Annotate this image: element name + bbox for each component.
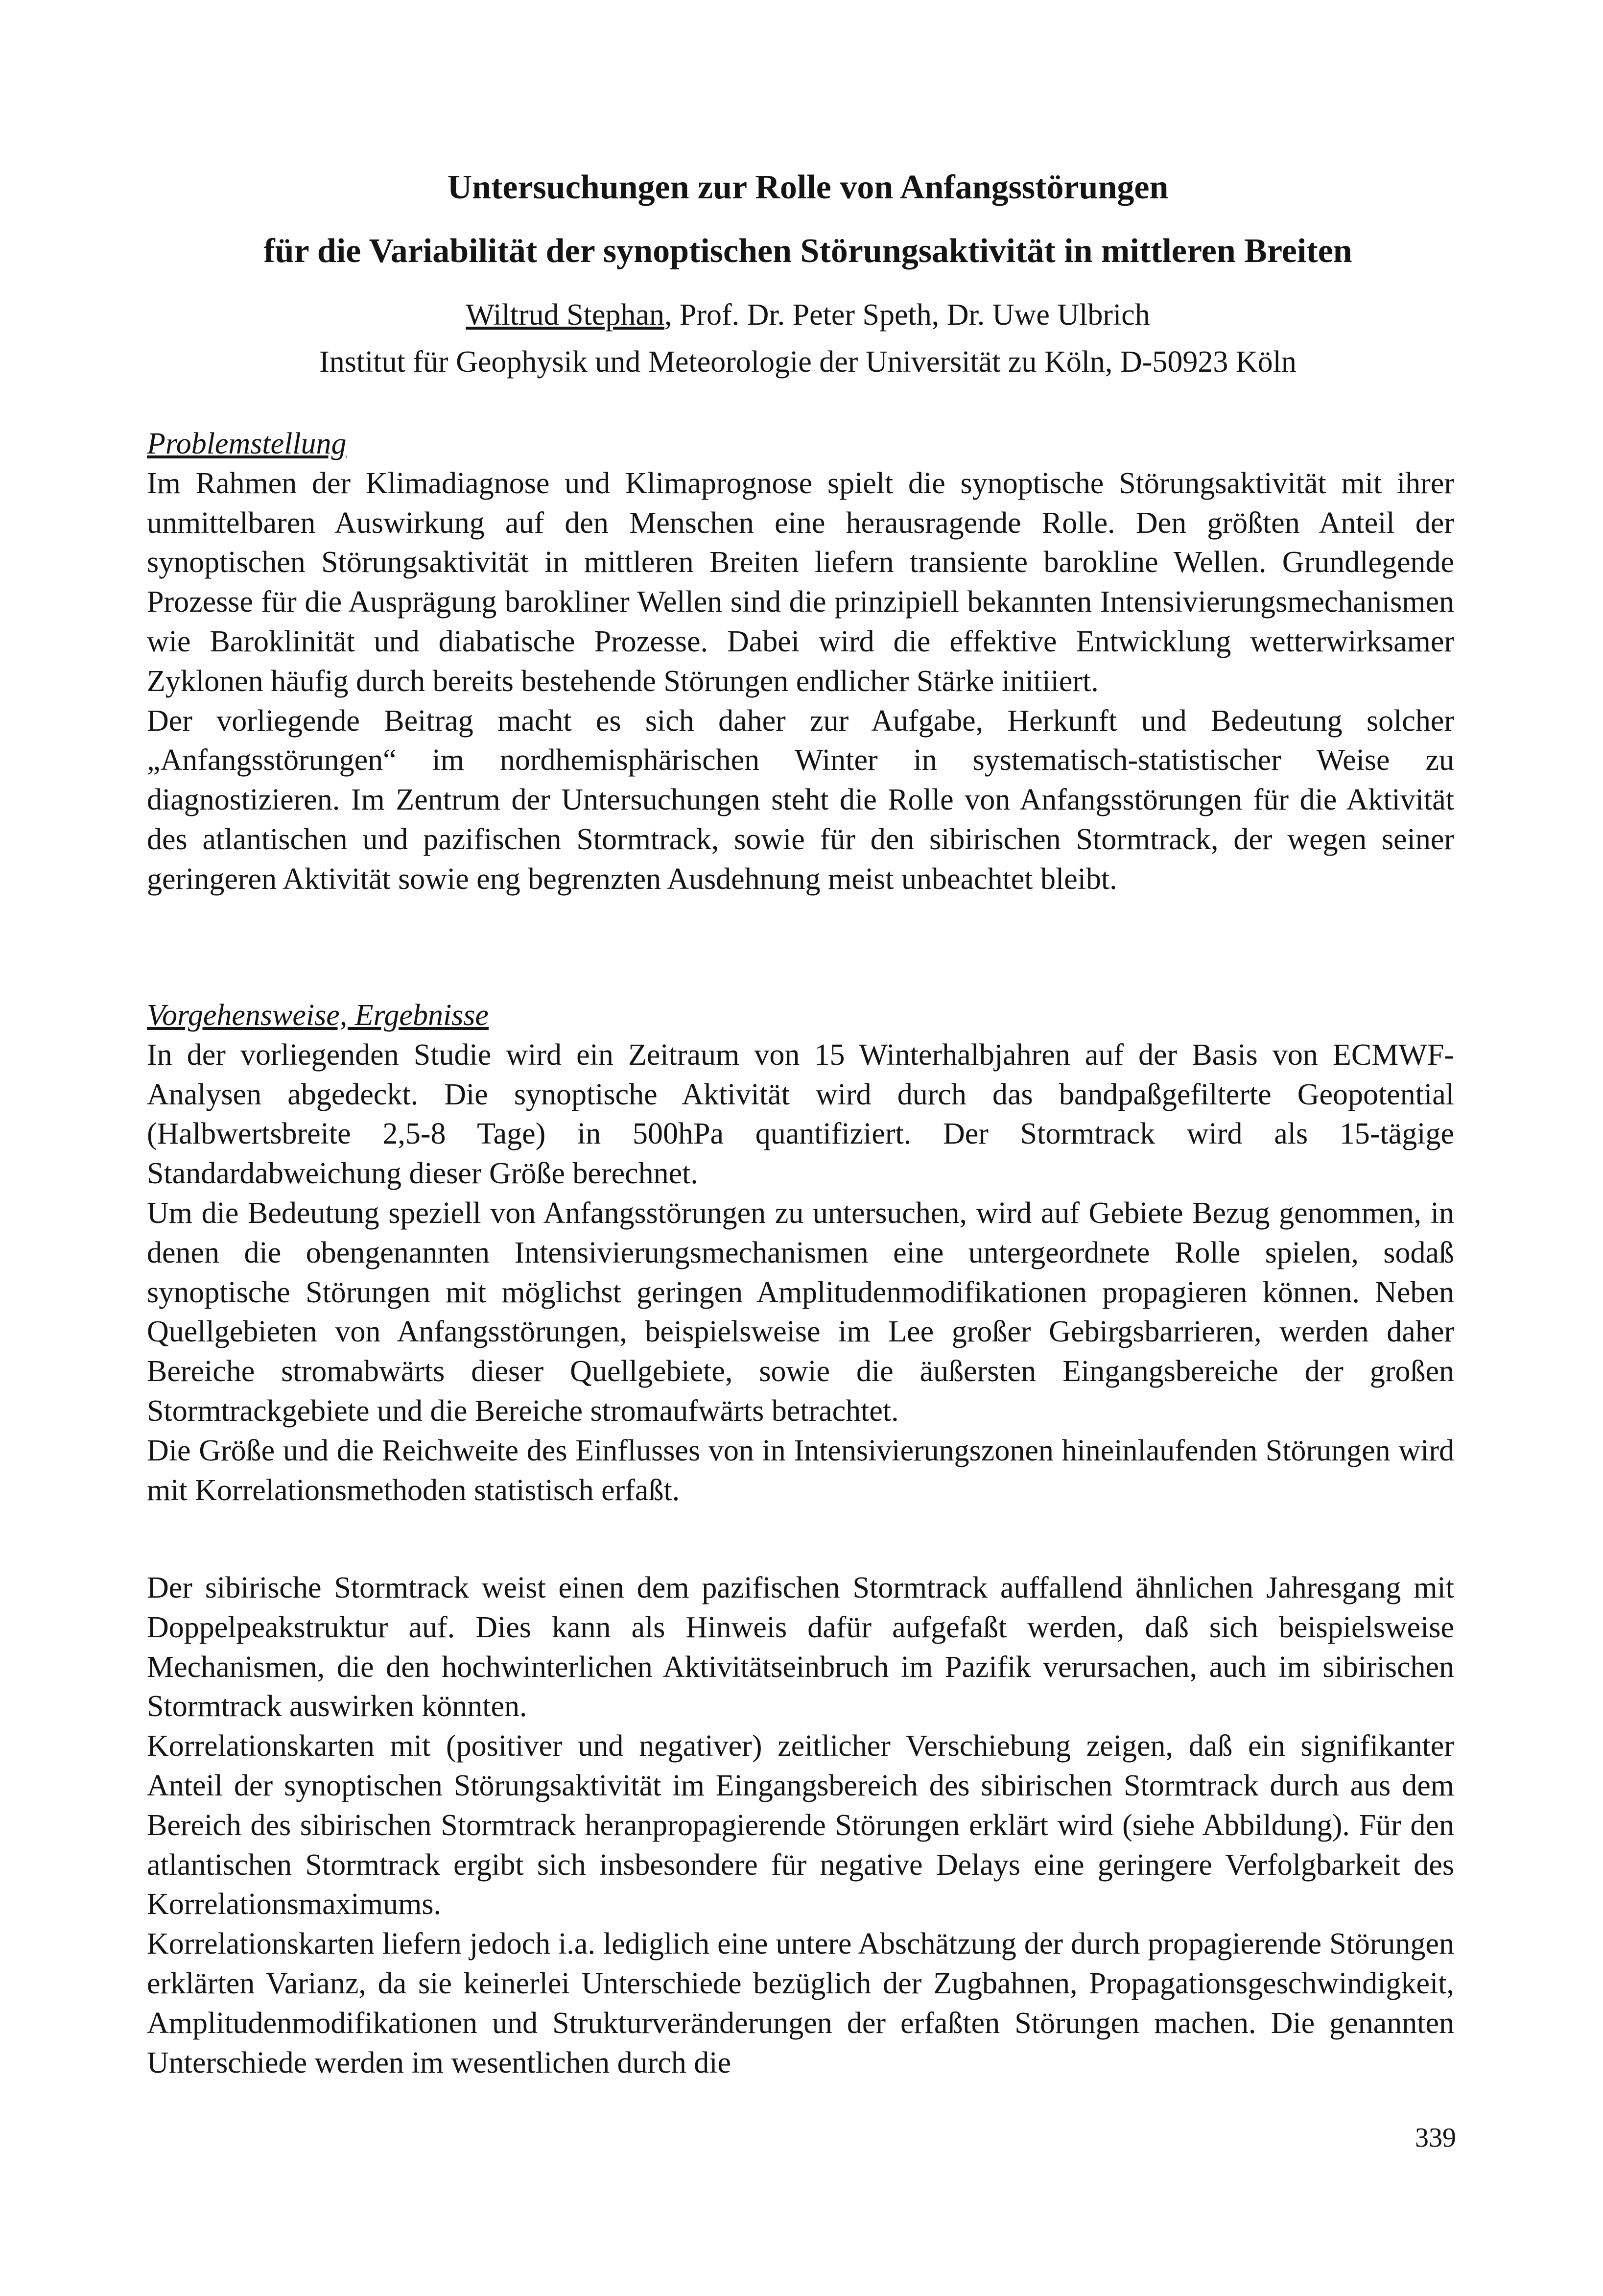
paragraph: Um die Bedeutung speziell von Anfangsstörungen zu untersuchen, wird auf Gebiete Bezug genommen, in denen die obengenannten Intensivierungsmechanismen eine untergeordnete Rolle spielen, sodaß synoptische Störungen mit möglichst geringen Amplitudenmodifikationen propagieren können. Neben Quellgebieten von Anfangsstörungen, beispielsweise im Lee großer Gebirgsbarrieren, werden daher Bereiche stromabwärts dieser Quellgebiete, sowie die äußersten Eingangsbereiche der großen Stormtrackgebiete und die Bereiche stromaufwärts betrachtet.	[147, 1196, 1454, 1428]
paragraph: Im Rahmen der Klimadiagnose und Klimaprognose spielt die synoptische Störungsaktivität mit ihrer unmittelbaren Auswirkung auf den Menschen eine herausragende Rolle. Den größten Anteil der synoptischen Störungsaktivität in mittleren Breiten liefern transiente barokline Wellen. Grundlegende Prozesse für die Ausprägung barokliner Wellen sind die prinzipiell bekannten Intensivierungsmechanismen wie Baroklinität und diabatische Prozesse. Dabei wird die effektive Entwicklung wetterwirksamer Zyklonen häufig durch bereits bestehende Störungen endlicher Stärke initiiert.	[147, 466, 1454, 698]
paragraph: Korrelationskarten mit (positiver und negativer) zeitlicher Verschiebung zeigen, daß ein signifikanter Anteil der synoptischen Störungsaktivität im Eingangsbereich des sibirischen Stormtrack durch aus dem Bereich des sibirischen Stormtrack heranpropagierende Störungen erklärt wird (siehe Abbildung). Für den atlantischen Stormtrack ergibt sich insbesondere für negative Delays eine geringere Verfolgbarkeit des Korrelationsmaximums.	[147, 1729, 1454, 1921]
title-line-1: Untersuchungen zur Rolle von Anfangsstörungen	[447, 168, 1169, 206]
section-heading: Vorgehensweise, Ergebnisse	[147, 999, 489, 1032]
author-line	[147, 291, 1469, 338]
section-heading: Problemstellung	[147, 427, 347, 460]
paragraph: Der sibirische Stormtrack weist einen dem pazifischen Stormtrack auffallend ähnlichen Jahresgang mit Doppelpeakstruktur auf. Dies kann als Hinweis dafür aufgefaßt werden, daß sich beispielsweise Mechanismen, die den hochwinterlichen Aktivitätseinbruch im Pazifik verursachen, auch im sibirischen Stormtrack auswirken könnten.	[147, 1571, 1454, 1723]
presenting-author: Wiltrud Stephan	[466, 298, 664, 332]
page-number: 339	[1415, 2123, 1456, 2153]
section-problemstellung	[147, 424, 1454, 899]
title-line-2: für die Variabilität der synoptischen Störungsaktivität in mittleren Breiten	[263, 232, 1352, 270]
affiliation: Institut für Geophysik und Meteorologie der Universität zu Köln, D-50923 Köln	[319, 345, 1297, 379]
paragraph: Der vorliegende Beitrag macht es sich daher zur Aufgabe, Herkunft und Bedeutung solcher „Anfangsstörungen“ im nordhemisphärischen Winter in systematisch-statistischer Weise zu diagnostizieren. Im Zentrum der Untersuchungen steht die Rolle von Anfangsstörungen für die Aktivität des atlantischen und pazifischen Stormtrack, sowie für den sibirischen Stormtrack, der wegen seiner geringeren Aktivität sowie eng begrenzten Ausdehnung meist unbeachtet bleibt.	[147, 704, 1454, 896]
paper-title	[147, 156, 1469, 283]
paragraph: Korrelationskarten liefern jedoch i.a. lediglich eine untere Abschätzung der durch propagierende Störungen erklärten Varianz, da sie keinerlei Unterschiede bezüglich der Zugbahnen, Propagationsgeschwindigkeit, Amplitudenmodifikationen und Strukturveränderungen der erfaßten Störungen machen. Die genannten Unterschiede werden im wesentlichen durch die	[147, 1927, 1454, 2080]
section-vorgehensweise	[147, 996, 1454, 1510]
coauthors: , Prof. Dr. Peter Speth, Dr. Uwe Ulbrich	[664, 298, 1150, 332]
author-block	[147, 291, 1469, 385]
paragraph: In der vorliegenden Studie wird ein Zeitraum von 15 Winterhalbjahren auf der Basis von ECMWF-Analysen abgedeckt. Die synoptische Aktivität wird durch das bandpaßgefilterte Geopotential (Halbwertsbreite 2,5-8 Tage) in 500hPa quantifiziert. Der Stormtrack wird als 15-tägige Standardabweichung dieser Größe berechnet.	[147, 1038, 1454, 1191]
paragraph: Die Größe und die Reichweite des Einflusses von in Intensivierungszonen hineinlaufenden Störungen wird mit Korrelationsmethoden statistisch erfaßt.	[147, 1434, 1454, 1507]
section-results-continued	[147, 1568, 1454, 2082]
